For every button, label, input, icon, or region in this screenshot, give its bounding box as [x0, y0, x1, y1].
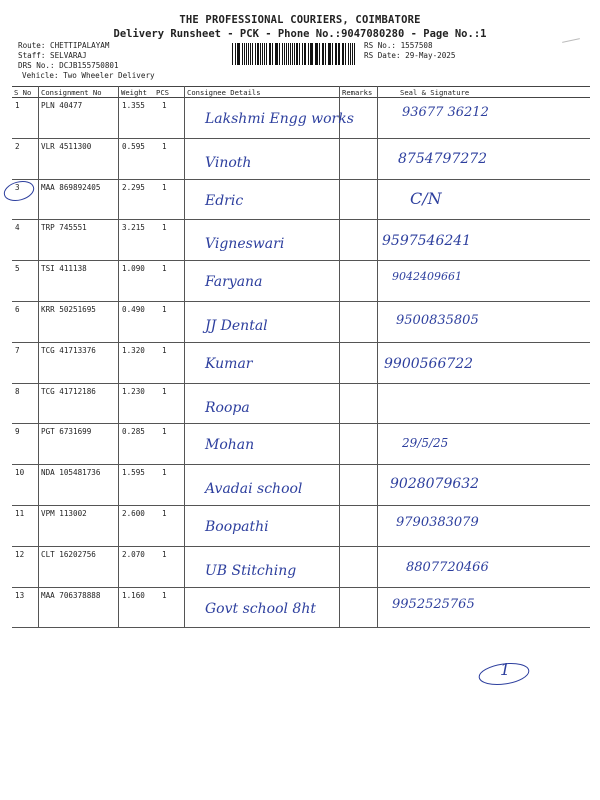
barcode-bar [292, 43, 293, 65]
row-consignee-handwritten: Kumar [205, 355, 253, 372]
row-pcs: 1 [162, 468, 167, 478]
barcode-bar [250, 43, 251, 65]
barcode-bar [262, 43, 263, 65]
row-pcs: 1 [162, 182, 167, 192]
barcode-bar [315, 43, 316, 65]
header-sno: S No [14, 88, 32, 97]
header-consignment: Consignment No [41, 88, 102, 97]
row-sno: 4 [15, 223, 20, 233]
barcode-bar [343, 43, 344, 65]
row-seal-signature: 9790383079 [396, 515, 479, 530]
barcode-bar [328, 43, 329, 65]
barcode-bar [332, 43, 333, 65]
row-pcs: 1 [162, 590, 167, 600]
barcode-bar [288, 43, 289, 65]
row-pcs: 1 [162, 264, 167, 274]
row-consignee-handwritten: Vigneswari [205, 236, 285, 253]
row-seal-signature: 9597546241 [382, 233, 472, 250]
row-sno: 8 [15, 386, 20, 396]
barcode-bar [299, 43, 300, 65]
row-weight: 2.600 [122, 509, 145, 518]
left-info [18, 41, 155, 81]
row-divider [12, 423, 590, 424]
row-consignment-no: PGT 6731699 [41, 427, 92, 437]
barcode-bar [248, 43, 249, 65]
runsheet-table [12, 86, 590, 628]
header-remarks: Remarks [342, 88, 373, 97]
barcode-bar [237, 43, 238, 65]
rs-no-text: RS No.: 1557508 [364, 41, 433, 50]
row-seal-signature: 29/5/25 [402, 436, 449, 451]
row-seal-signature: 9500835805 [396, 313, 479, 328]
barcode-bar [305, 43, 306, 65]
row-weight: 1.230 [122, 386, 145, 396]
barcode-bar [294, 43, 295, 65]
row-consignee-handwritten: Govt school 8ht [205, 600, 316, 617]
row-divider [12, 219, 590, 220]
row-weight: 1.160 [122, 590, 145, 600]
row-weight: 2.070 [122, 549, 145, 559]
barcode-bar [350, 43, 351, 65]
barcode-bar [272, 43, 273, 65]
row-consignee-handwritten: Faryana [205, 274, 263, 291]
barcode [232, 43, 356, 65]
row-consignment-no: MAA 869892405 [41, 182, 101, 192]
header-weight: Weight [121, 88, 147, 97]
row-consignment-no: TRP 745551 [41, 223, 87, 233]
row-sno: 6 [15, 305, 20, 314]
row-divider [12, 464, 590, 465]
row-consignment-no: CLT 16202756 [41, 549, 96, 559]
row-sno: 2 [15, 141, 20, 151]
right-info [364, 41, 455, 61]
row-divider [12, 260, 590, 261]
row-sno: 10 [15, 468, 25, 478]
barcode-bar [352, 43, 353, 65]
row-divider [12, 383, 590, 384]
row-consignee-handwritten: UB Stitching [205, 562, 297, 579]
company-title: THE PROFESSIONAL COURIERS, COIMBATORE [179, 14, 421, 26]
barcode-bar [242, 43, 244, 65]
barcode-bar [336, 43, 337, 65]
barcode-bar [354, 43, 355, 65]
page-number-mark: 1 [500, 660, 511, 679]
barcode-bar [255, 43, 256, 65]
row-pcs: 1 [162, 386, 167, 396]
barcode-bar [325, 43, 326, 65]
barcode-bar [304, 43, 305, 65]
barcode-bar [345, 43, 346, 65]
row-sno: 9 [15, 427, 20, 437]
rs-date-text: RS Date: 29-May-2025 [364, 51, 456, 60]
vehicle-text: Vehicle: Two Wheeler Delivery [22, 71, 155, 80]
row-pcs: 1 [162, 305, 167, 314]
row-consignment-no: MAA 706378888 [41, 590, 101, 600]
row-divider [12, 587, 590, 588]
staff-text: Staff: SELVARAJ [18, 51, 87, 60]
drs-text: DRS No.: DCJB155750801 [18, 61, 119, 70]
row-pcs: 1 [162, 141, 167, 151]
row-sno: 11 [15, 509, 25, 518]
row-pcs: 1 [162, 223, 167, 233]
row-sno: 7 [15, 345, 20, 355]
barcode-bar [323, 43, 324, 65]
row-weight: 1.320 [122, 345, 145, 355]
barcode-bar [286, 43, 287, 65]
barcode-bar [342, 43, 343, 65]
barcode-bar [284, 43, 285, 65]
row-consignee-handwritten: Roopa [205, 399, 250, 416]
header-consignee: Consignee Details [187, 88, 261, 97]
circle-mark-row3 [2, 178, 36, 204]
row-divider [12, 505, 590, 506]
barcode-bar [257, 43, 259, 65]
row-weight: 0.285 [122, 427, 145, 437]
row-consignee-handwritten: Vinoth [205, 154, 252, 171]
barcode-bar [308, 43, 309, 65]
row-seal-signature: C/N [410, 188, 442, 208]
row-consignment-no: TCG 41712186 [41, 386, 96, 396]
row-consignment-no: TCG 41713376 [41, 345, 96, 355]
barcode-bar [275, 43, 276, 65]
header-pcs: PCS [156, 88, 169, 97]
row-seal-signature: 9900566722 [384, 355, 474, 372]
barcode-bar [329, 43, 330, 65]
row-weight: 1.090 [122, 264, 145, 274]
barcode-bar [276, 43, 278, 65]
barcode-bar [335, 43, 336, 65]
row-pcs: 1 [162, 101, 167, 110]
row-weight: 1.595 [122, 468, 145, 478]
barcode-bar [246, 43, 247, 65]
barcode-bar [232, 43, 233, 65]
row-sno: 5 [15, 264, 20, 274]
row-divider [12, 546, 590, 547]
row-seal-signature: 93677 36212 [402, 105, 489, 120]
row-consignee-handwritten: Avadai school [205, 481, 303, 498]
barcode-bar [290, 43, 291, 65]
row-consignment-no: PLN 40477 [41, 101, 83, 110]
row-pcs: 1 [162, 427, 167, 437]
row-sno: 12 [15, 549, 25, 559]
table-top-border [12, 86, 590, 87]
barcode-bar [338, 43, 340, 65]
row-divider [12, 627, 590, 628]
barcode-bar [279, 43, 280, 65]
runsheet-subtitle: Delivery Runsheet - PCK - Phone No.:9047080280 - Page No.:1 [113, 28, 487, 40]
barcode-bar [282, 43, 283, 65]
row-consignment-no: TSI 411138 [41, 264, 87, 274]
route-text: Route: CHETTIPALAYAM [18, 41, 110, 50]
row-divider [12, 342, 590, 343]
barcode-bar [266, 43, 267, 65]
row-weight: 1.355 [122, 101, 145, 110]
barcode-bar [269, 43, 270, 65]
row-weight: 3.215 [122, 223, 145, 233]
barcode-bar [238, 43, 239, 65]
row-pcs: 1 [162, 345, 167, 355]
barcode-bar [316, 43, 318, 65]
row-divider [12, 301, 590, 302]
row-seal-signature: 8807720466 [406, 559, 489, 575]
row-divider [12, 179, 590, 180]
row-divider [12, 138, 590, 139]
row-pcs: 1 [162, 549, 167, 559]
row-consignment-no: VPM 113002 [41, 509, 87, 518]
row-consignment-no: KRR 50251695 [41, 305, 96, 314]
row-weight: 0.490 [122, 305, 145, 314]
barcode-bar [244, 43, 245, 65]
row-seal-signature: 8754797272 [398, 150, 488, 167]
row-consignee-handwritten: Edric [205, 192, 244, 209]
row-pcs: 1 [162, 509, 167, 518]
row-sno: 1 [15, 101, 20, 110]
row-consignee-handwritten: Lakshmi Engg works [205, 111, 354, 127]
barcode-bar [252, 43, 253, 65]
row-consignee-handwritten: Mohan [205, 437, 255, 454]
row-consignment-no: NDA 105481736 [41, 468, 101, 478]
header-bottom-border [12, 97, 590, 98]
row-consignee-handwritten: Boopathi [205, 519, 269, 535]
barcode-bar [322, 43, 323, 65]
barcode-bar [270, 43, 271, 65]
row-sno: 13 [15, 590, 25, 600]
row-weight: 0.595 [122, 141, 145, 151]
barcode-bar [260, 43, 261, 65]
barcode-bar [302, 43, 303, 65]
row-seal-signature: 9952525765 [392, 596, 475, 612]
row-weight: 2.295 [122, 182, 145, 192]
row-seal-signature: 9028079632 [390, 476, 480, 493]
row-sno: 3 [15, 182, 20, 192]
row-consignee-handwritten: JJ Dental [205, 318, 268, 334]
barcode-bar [235, 43, 236, 65]
barcode-bar [348, 43, 349, 65]
row-seal-signature: 9042409661 [392, 270, 462, 284]
barcode-bar [319, 43, 320, 65]
barcode-bar [264, 43, 265, 65]
header-seal: Seal & Signature [400, 88, 470, 97]
row-consignment-no: VLR 4511300 [41, 141, 92, 151]
barcode-bar [296, 43, 298, 65]
barcode-bar [310, 43, 311, 65]
barcode-bar [311, 43, 312, 65]
